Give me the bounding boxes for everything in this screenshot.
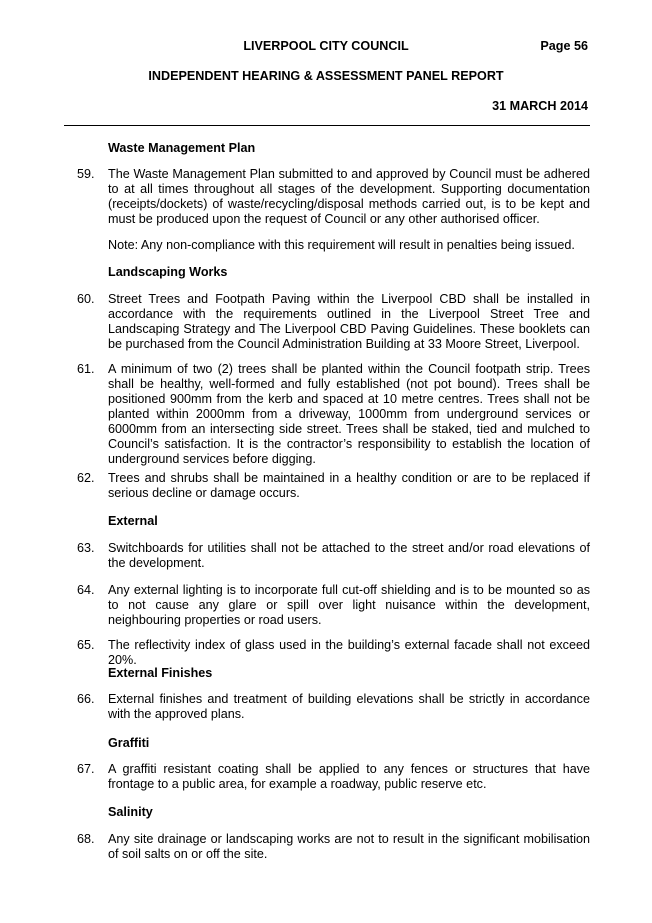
condition-text: Switchboards for utilities shall not be attached to the street and/or road elevations of the development. (108, 541, 590, 570)
condition-text: The reflectivity index of glass used in the building’s external facade shall not exceed 20%. (108, 638, 590, 667)
condition-text: The Waste Management Plan submitted to and approved by Council must be adhered to at all times throughout all stages of the development. Supporting documentation (receipts/dockets) of waste/recycling/disposal methods carried out, is to be kept and must be produced upon the request of Council or any other authorised officer. (108, 167, 590, 226)
section-heading-waste: Waste Management Plan (108, 141, 256, 155)
condition-text: Trees and shrubs shall be maintained in a healthy condition or are to be replaced if serious decline or damage occurs. (108, 471, 590, 500)
condition-number: 62. (77, 471, 95, 485)
condition-number: 63. (77, 541, 95, 555)
condition-item (64, 541, 590, 571)
report-date: 31 MARCH 2014 (492, 99, 588, 113)
condition-number: 67. (77, 762, 95, 776)
condition-number: 68. (77, 832, 95, 846)
condition-text: Any external lighting is to incorporate full cut-off shielding and is to be mounted so as to not cause any glare or spill over light nuisance within the development, neighbouring properties or road users. (108, 583, 590, 627)
condition-number: 59. (77, 167, 95, 181)
condition-item (64, 583, 590, 628)
condition-text: Any site drainage or landscaping works are not to result in the significant mobilisation of soil salts on or off the site. (108, 832, 590, 861)
section-heading-salinity: Salinity (108, 805, 153, 819)
condition-item (64, 471, 590, 501)
condition-text: A minimum of two (2) trees shall be planted within the Council footpath strip. Trees shall be healthy, well-formed and fully established (not pot bound). Trees shall be positioned 900mm from the kerb and spaced at 10 metre centres. Trees shall not be planted within 2000mm from a driveway, 1000mm from underground services or 6000mm from an intersecting side street. Trees shall be staked, tied and mulched to Council’s satisfaction. It is the contractor’s responsibility to establish the location of underground services before digging. (108, 362, 590, 466)
condition-item (64, 167, 590, 227)
condition-number: 60. (77, 292, 95, 306)
condition-number: 66. (77, 692, 95, 706)
section-heading-landscaping: Landscaping Works (108, 265, 228, 279)
header-divider (64, 125, 590, 126)
condition-item (64, 762, 590, 792)
condition-number: 64. (77, 583, 95, 597)
condition-item (64, 292, 590, 352)
condition-text: Street Trees and Footpath Paving within the Liverpool CBD shall be installed in accordance with the requirements outlined in the Liverpool Street Tree and Landscaping Strategy and The Liverpool CBD Paving Guidelines. These booklets can be purchased from the Council Administration Building at 33 Moore Street, Liverpool. (108, 292, 590, 351)
page-number: Page 56 (540, 39, 588, 53)
condition-item (64, 638, 590, 668)
section-heading-finishes: External Finishes (108, 666, 213, 680)
section-heading-external: External (108, 514, 158, 528)
report-title: INDEPENDENT HEARING & ASSESSMENT PANEL REPORT (148, 69, 504, 83)
condition-text: A graffiti resistant coating shall be applied to any fences or structures that have frontage to a public area, for example a roadway, public reserve etc. (108, 762, 590, 791)
condition-item (64, 832, 590, 862)
condition-text: External finishes and treatment of building elevations shall be strictly in accordance with the approved plans. (108, 692, 590, 721)
condition-number: 61. (77, 362, 95, 376)
penalty-note: Note: Any non-compliance with this requirement will result in penalties being issued. (108, 238, 575, 252)
condition-item (64, 692, 590, 722)
council-name: LIVERPOOL CITY COUNCIL (243, 39, 409, 53)
condition-item (64, 362, 590, 467)
condition-number: 65. (77, 638, 95, 652)
section-heading-graffiti: Graffiti (108, 736, 150, 750)
